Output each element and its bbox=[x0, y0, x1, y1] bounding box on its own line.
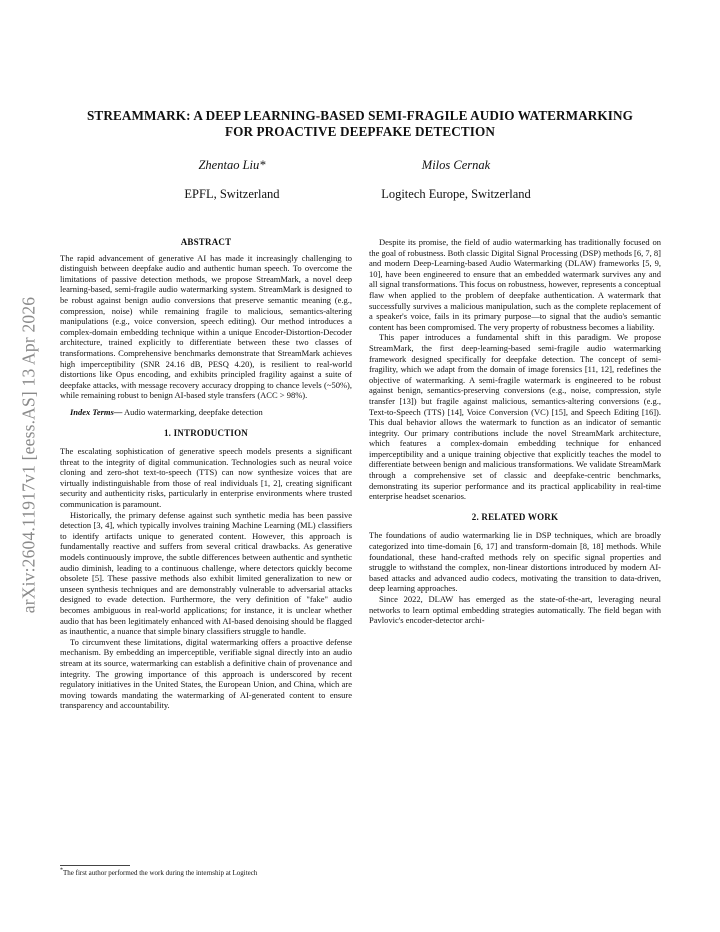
author-1-name: Zhentao Liu* bbox=[198, 158, 266, 172]
author-1 bbox=[122, 158, 342, 202]
intro-paragraph-2: Historically, the primary defense against such synthetic media has been passive detection [3, 4], which typically involves training Machine Learning (ML) classifiers to identify artifacts unique to generated content. However, this approach is fundamentally reactive and suffers from several critical drawbacks. As generative models continuously improve, the subtle differences between authentic and synthetic audio diminish, leading to a continuous challenge, where detectors quickly become obsolete [5]. These passive methods also exhibit limited generalization to new or unseen synthesis techniques and are demonstrably vulnerable to adversarial attacks designed to evade detection. Furthermore, the very definition of "fake" audio becomes ambiguous in real-world applications; for instance, it is unclear whether audio that has been legitimately enhanced with AI-based denoising should be flagged as inauthentic, a nuance that simple binary classifiers struggle to handle. bbox=[60, 509, 352, 637]
right-column bbox=[369, 237, 661, 626]
author-1-affiliation: EPFL, Switzerland bbox=[184, 187, 280, 201]
title-line-2: FOR PROACTIVE DEEPFAKE DETECTION bbox=[224, 124, 496, 139]
index-terms-label: Index Terms— bbox=[70, 406, 123, 417]
section-2-heading: 2. RELATED WORK bbox=[471, 511, 559, 522]
footnote bbox=[60, 869, 360, 878]
abstract-text: The rapid advancement of generative AI has made it increasingly challenging to distinguish between deepfake audio and authentic human speech. To overcome the limitations of passive detection methods, we propose StreamMark, a novel deep learning-based, semi-fragile audio watermarking system. StreamMark is designed to be robust against benign audio conversions that preserve semantic meaning (e.g., compression, noise) while remaining fragile to malicious, semantics-altering manipulations (e.g., voice conversion, speech editing). Our method introduces a complex-domain embedding technique within a unique Encoder-Distortion-Decoder architecture, trained explicitly to differentiate between these two classes of transformations. Comprehensive benchmarks demonstrate that StreamMark achieves high imperceptibility (SNR 24.16 dB, PESQ 4.20), is resilient to real-world distortions like Opus encoding, and exhibits principled fragility against a suite of deepfake attacks, with message recovery accuracy dropping to chance levels (~50%), while remaining robust to benign AI-based style transfers (ACC > 98%). bbox=[60, 252, 352, 401]
left-column bbox=[60, 237, 352, 711]
intro-paragraph-3: To circumvent these limitations, digital watermarking offers a proactive defense mechanism. By embedding an imperceptible, verifiable signal directly into an audio stream at its source, watermarking can establish a definitive chain of provenance and integrity. The growing importance of this approach is underscored by recent regulatory initiatives in the United States, the European Union, and China, which are moving towards mandating the watermarking of AI-generated content to ensure transparency and accountability. bbox=[60, 636, 352, 711]
footnote-text: The first author performed the work during the internship at Logitech bbox=[63, 869, 258, 877]
footnote-mark: * bbox=[60, 867, 63, 874]
abstract-heading: ABSTRACT bbox=[180, 237, 232, 247]
related-paragraph-1: The foundations of audio watermarking lie in DSP techniques, which are broadly categorized into time-domain [6, 17] and transform-domain [8, 18] methods. While foundational, these hand-crafted methods rely on specific signal properties and struggle to withstand the complex, non-linear distortions introduced by modern AI-based attacks and advanced audio codecs, motivating the transition to data-driven, deep learning approaches. bbox=[369, 530, 661, 594]
paper-title bbox=[60, 108, 660, 140]
footnote-rule bbox=[60, 865, 130, 866]
author-2 bbox=[346, 158, 566, 202]
related-paragraph-2: Since 2022, DLAW has emerged as the state-of-the-art, leveraging neural networks to learn optimal embedding strategies automatically. The field began with Pavlovic's encoder-detector archi- bbox=[369, 594, 661, 626]
intro-paragraph-4: Despite its promise, the field of audio watermarking has traditionally focused on the goal of robustness. Both classic Digital Signal Processing (DSP) methods [6, 7, 8] and modern Deep-Learning-based Audio Watermarking (DLAW) frameworks [5, 9, 10], have been engineered to ensure that an embedded watermark survives any and all signal transformations. This focus on robustness, however, represents a conceptual flaw when applied to the problem of deepfake authentication. A watermark that successfully survives a malicious manipulation, such as the complete replacement of a speaker's voice, fails in its primary purpose—to signal that the audio's semantic content has been compromised. The very property of robustness becomes a liability. bbox=[369, 237, 661, 332]
index-terms-text: Audio watermarking, deepfake detection bbox=[124, 406, 263, 417]
author-2-affiliation: Logitech Europe, Switzerland bbox=[381, 187, 531, 201]
arxiv-identifier: arXiv:2604.11917v1 [eess.AS] 13 Apr 2026 bbox=[18, 296, 39, 614]
intro-paragraph-1: The escalating sophistication of generative speech models presents a significant threat to the integrity of digital communication. Technologies such as neural voice cloning and zero-shot text-to-speech (TTS) can now synthesize voices that are virtually indistinguishable from those of real individuals [1, 2], creating significant security and authenticity risks, particularly in enterprise environments where trusted communication is paramount. bbox=[60, 446, 352, 510]
index-terms bbox=[60, 407, 352, 418]
author-2-name: Milos Cernak bbox=[421, 158, 491, 172]
section-1-heading: 1. INTRODUCTION bbox=[163, 427, 248, 438]
intro-paragraph-5: This paper introduces a fundamental shift in this paradigm. We propose StreamMark, the first deep-learning-based semi-fragile audio watermarking framework designed specifically for deepfake detection. The concept of semi-fragility, which we adapt from the domain of image forensics [11, 12], redefines the objective of watermarking. A semi-fragile watermark is engineered to be robust against benign, semantics-preserving conversions (e.g., noise, compression, style transfer [13]) but fragile against malicious, semantics-altering conversions (e.g., Text-to-Speech (TTS) [14], Voice Conversion (VC) [15], and Speech Editing [16]). This dual behavior allows the watermark to function as an indicator of semantic integrity. Our primary contributions include the novel StreamMark architecture, which features a complex-domain embedding technique for enhanced imperceptibility and a unique training objective that explicitly teaches the model to differentiate between benign and malicious transformations. We validate StreamMark through a comprehensive set of classic and deepfake-centric benchmarks, demonstrating its superior performance and its practical applicability in real-time enterprise headset scenarios. bbox=[369, 332, 661, 502]
title-line-1: STREAMMARK: A DEEP LEARNING-BASED SEMI-FRAGILE AUDIO WATERMARKING bbox=[86, 108, 634, 123]
